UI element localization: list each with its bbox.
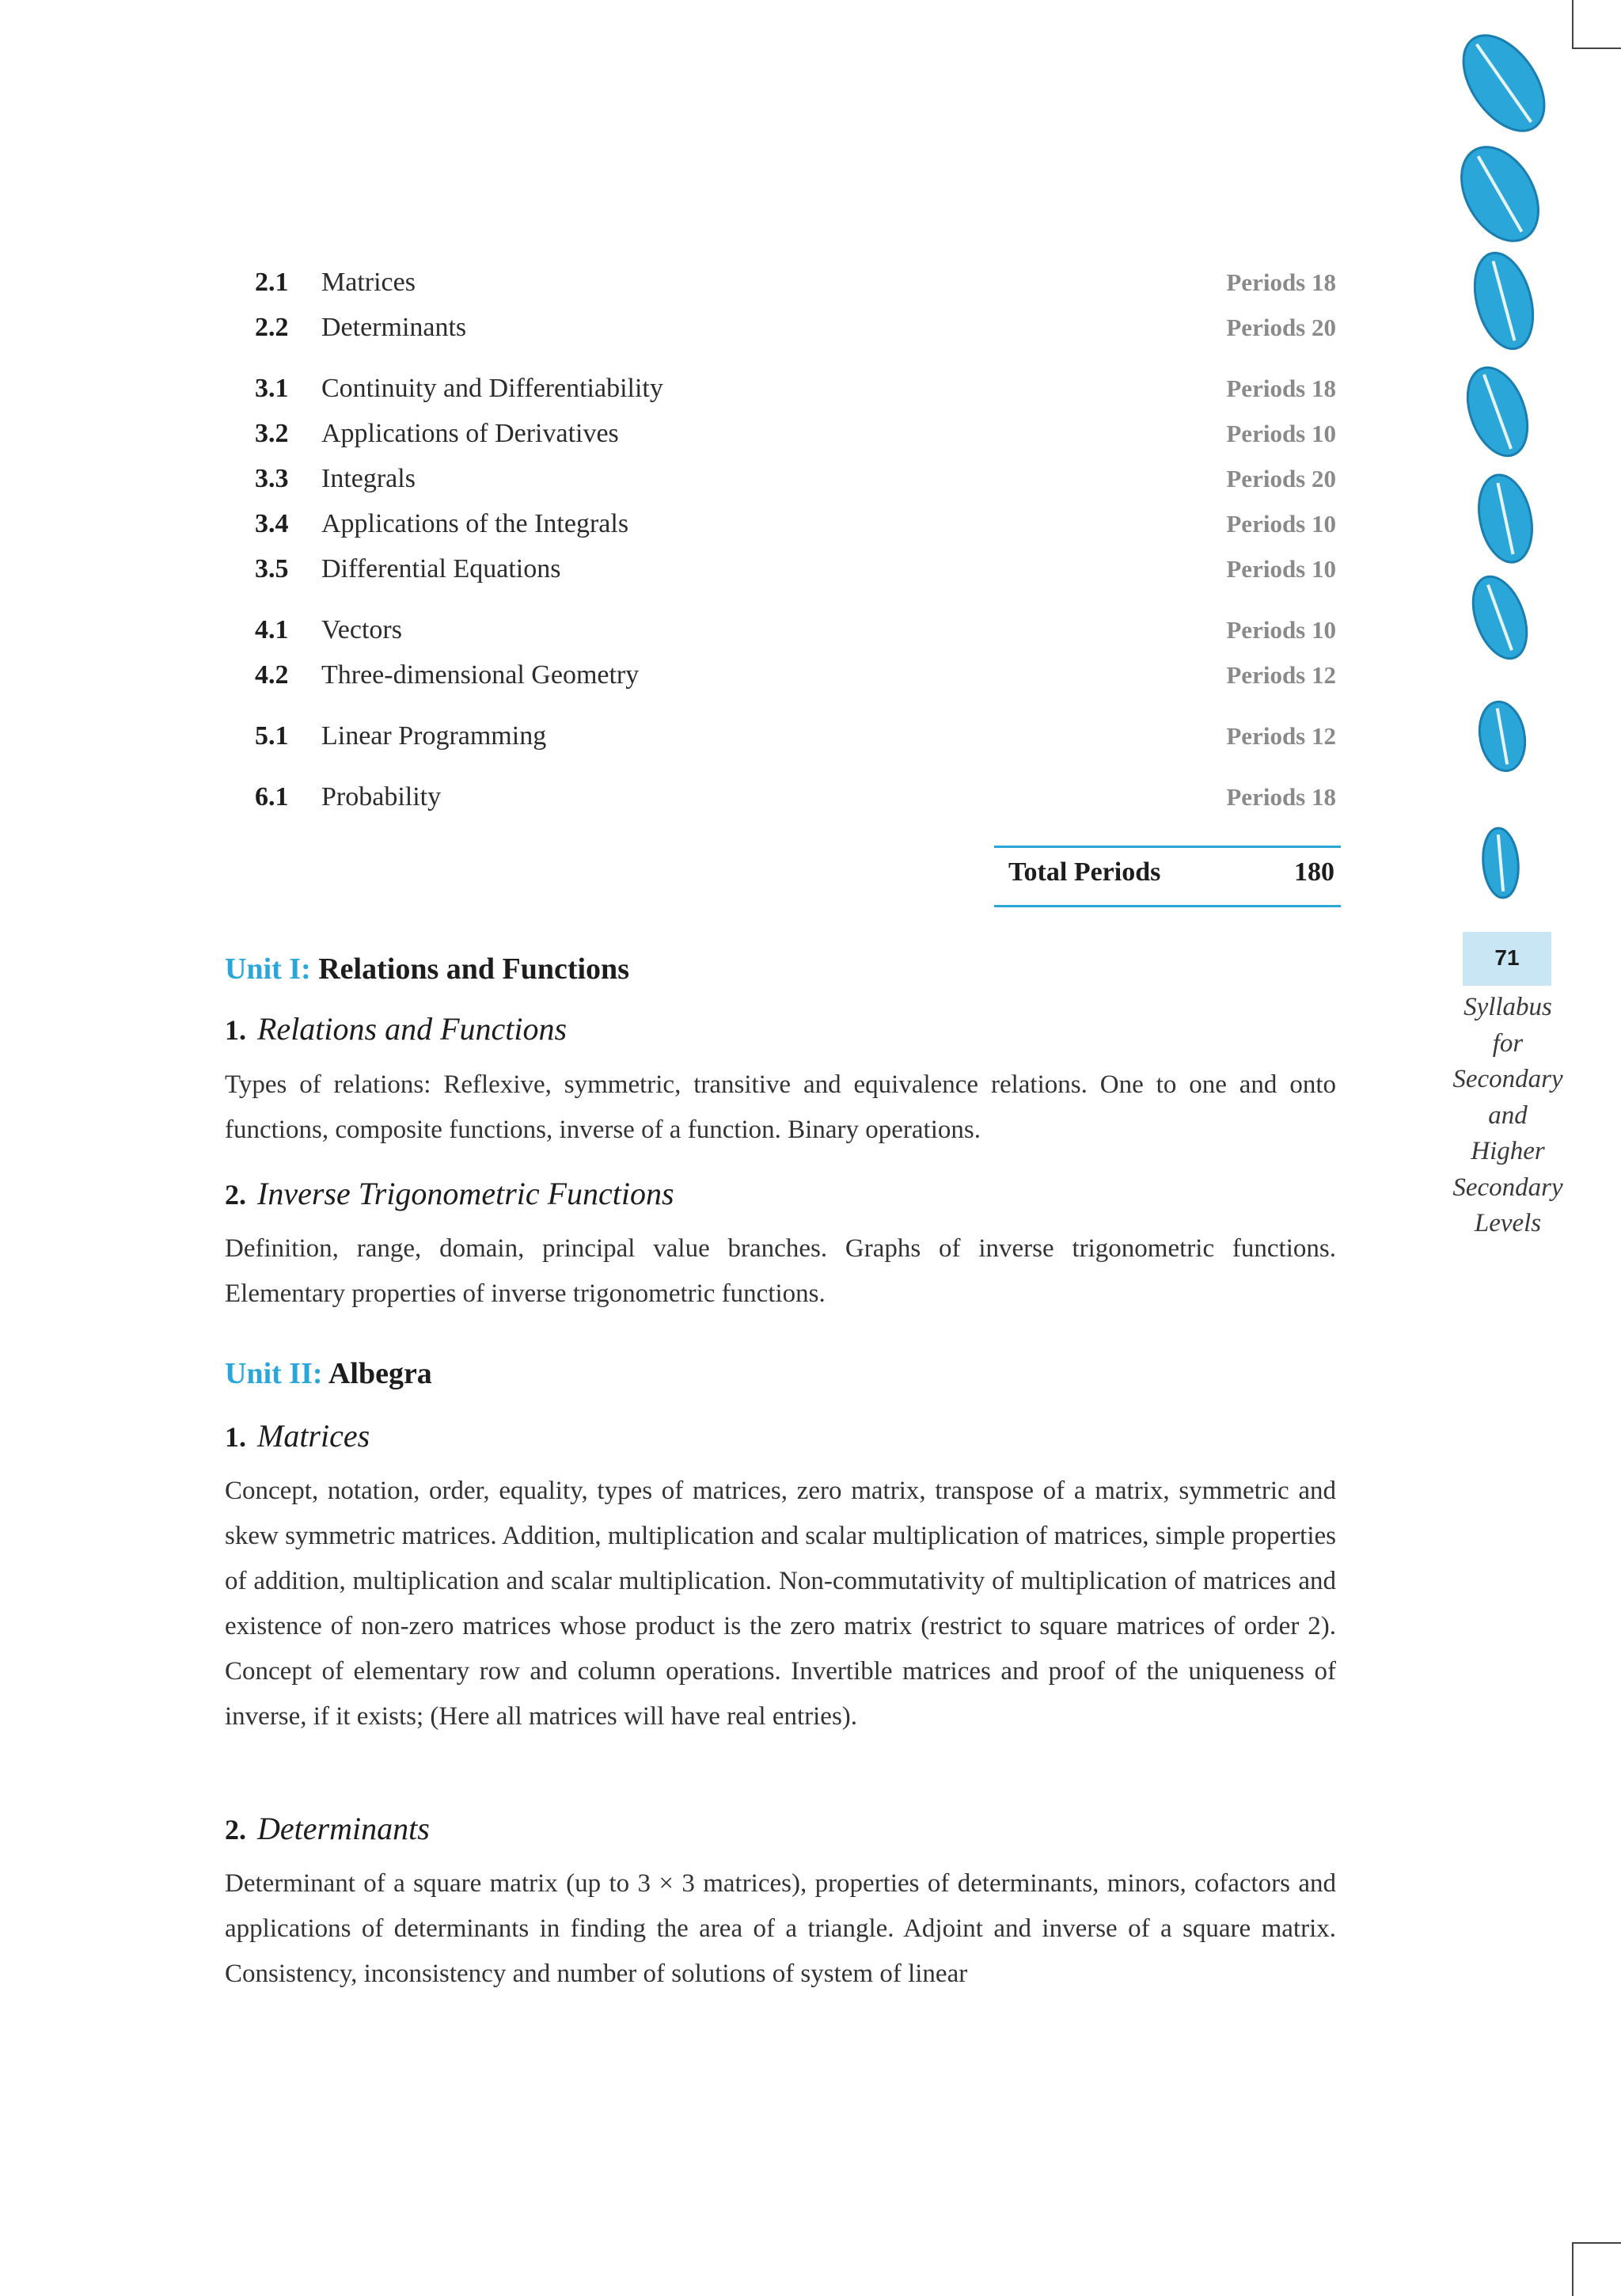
topic-number: 3.4 bbox=[255, 509, 289, 538]
topic-periods: Periods 20 bbox=[1226, 314, 1336, 341]
topic-number: 3.2 bbox=[255, 419, 289, 448]
section-text: Types of relations: Reflexive, symmetric, transitive and equivalence relations. One to one and onto functions, composite functions, inverse of a function. Binary operations. bbox=[225, 1070, 1336, 1144]
topic-periods: Periods 18 bbox=[1226, 783, 1336, 811]
leaf-icon bbox=[1480, 827, 1521, 899]
topic-name: Continuity and Differentiability bbox=[321, 374, 663, 403]
topic-number: 3.3 bbox=[255, 464, 289, 493]
crop-mark-bottom bbox=[1572, 2242, 1621, 2296]
section-text: Definition, range, domain, principal value branches. Graphs of inverse trigonometric functions. Elementary properties of inverse trigonometric functions. bbox=[225, 1234, 1336, 1308]
unit-heading bbox=[225, 1356, 432, 1391]
leaf-icon bbox=[1465, 246, 1543, 355]
period-row bbox=[255, 505, 1336, 543]
section-title: Inverse Trigonometric Functions bbox=[257, 1176, 674, 1211]
period-row bbox=[255, 264, 1336, 302]
leaf-icon bbox=[1475, 698, 1530, 774]
total-periods-value: 180 bbox=[1294, 857, 1334, 887]
period-row bbox=[255, 611, 1336, 649]
section-heading bbox=[225, 1175, 674, 1212]
section-number: 1. bbox=[225, 1421, 246, 1453]
topic-name: Probability bbox=[321, 782, 442, 812]
topic-periods: Periods 18 bbox=[1226, 374, 1336, 402]
side-caption-line: Levels bbox=[1474, 1209, 1542, 1237]
crop-mark-top bbox=[1572, 0, 1621, 49]
unit-prefix: Unit II: bbox=[225, 1357, 323, 1390]
topic-name: Three-dimensional Geometry bbox=[321, 660, 640, 690]
leaf-icon bbox=[1446, 134, 1555, 255]
topic-number: 2.1 bbox=[255, 268, 289, 297]
section-title: Relations and Functions bbox=[257, 1011, 568, 1047]
topic-periods: Periods 20 bbox=[1226, 465, 1336, 492]
total-periods-box bbox=[994, 846, 1341, 907]
unit-title: Albegra bbox=[328, 1357, 432, 1390]
section-text: Determinant of a square matrix (up to 3 × 3 matrices), properties of determinants, minors, cofactors and applications of determinants in finding the area of a triangle. Adjoint and inverse of a square matrix. Consistency, inconsistency and number of solutions of system of linear bbox=[225, 1869, 1336, 1988]
side-caption-line: Secondary bbox=[1452, 1065, 1563, 1093]
side-caption-line: Secondary bbox=[1452, 1173, 1563, 1202]
leaf-icon bbox=[1471, 470, 1539, 568]
topic-number: 3.1 bbox=[255, 374, 289, 403]
section-number: 2. bbox=[225, 1814, 246, 1846]
section-title: Determinants bbox=[257, 1811, 430, 1846]
topic-periods: Periods 12 bbox=[1226, 661, 1336, 689]
period-row bbox=[255, 656, 1336, 694]
leaf-icon bbox=[1447, 24, 1561, 146]
section-heading bbox=[225, 1417, 370, 1454]
leaf-icon bbox=[1463, 569, 1536, 666]
topic-periods: Periods 18 bbox=[1226, 268, 1336, 296]
topic-periods: Periods 10 bbox=[1226, 510, 1336, 538]
section-heading bbox=[225, 1010, 567, 1047]
section-text: Concept, notation, order, equality, types of matrices, zero matrix, transpose of a matrix, symmetric and skew symmetric matrices. Addition, multiplication and scalar multiplication of matrices, simple properties of addition, multiplication and scalar multiplication. Non-commutativity of multiplication of matrices and existence of non-zero matrices whose product is the zero matrix (restrict to square matrices of order 2). Concept of elementary row and column operations. Invertible matrices and proof of the uniqueness of inverse, if it exists; (Here all matrices will have real entries). bbox=[225, 1477, 1336, 1731]
period-row bbox=[255, 717, 1336, 755]
section-number: 1. bbox=[225, 1014, 246, 1046]
topic-periods: Periods 12 bbox=[1226, 722, 1336, 750]
period-row bbox=[255, 460, 1336, 498]
side-caption-line: Higher bbox=[1471, 1137, 1545, 1165]
leaf-icon bbox=[1456, 359, 1539, 464]
topic-number: 2.2 bbox=[255, 313, 289, 342]
topic-name: Matrices bbox=[321, 268, 416, 297]
topic-number: 6.1 bbox=[255, 782, 289, 812]
section-heading bbox=[225, 1810, 430, 1847]
topic-name: Applications of the Integrals bbox=[321, 509, 629, 538]
period-row bbox=[255, 550, 1336, 588]
period-row bbox=[255, 309, 1336, 347]
leaf-decoration bbox=[1433, 24, 1575, 903]
period-row bbox=[255, 415, 1336, 453]
topic-periods: Periods 10 bbox=[1226, 420, 1336, 447]
side-caption-line: Syllabus bbox=[1463, 993, 1552, 1021]
topic-periods: Periods 10 bbox=[1226, 616, 1336, 644]
topic-number: 4.2 bbox=[255, 660, 289, 690]
topic-name: Integrals bbox=[321, 464, 416, 493]
unit-prefix: Unit I: bbox=[225, 952, 311, 986]
topic-name: Differential Equations bbox=[321, 554, 561, 584]
topic-periods: Periods 10 bbox=[1226, 555, 1336, 583]
side-caption-line: for bbox=[1492, 1028, 1524, 1058]
unit-title: Relations and Functions bbox=[318, 952, 629, 986]
topic-number: 5.1 bbox=[255, 721, 289, 751]
unit-heading bbox=[225, 952, 629, 986]
topic-number: 4.1 bbox=[255, 615, 289, 644]
side-caption-line: and bbox=[1488, 1100, 1528, 1130]
period-row bbox=[255, 370, 1336, 408]
period-row bbox=[255, 778, 1336, 816]
topic-number: 3.5 bbox=[255, 554, 289, 584]
section-title: Matrices bbox=[257, 1418, 370, 1454]
topic-name: Applications of Derivatives bbox=[321, 419, 619, 448]
page-number: 71 bbox=[1463, 932, 1551, 986]
topic-name: Vectors bbox=[321, 615, 402, 644]
section-number: 2. bbox=[225, 1179, 246, 1211]
side-caption bbox=[1445, 990, 1570, 1242]
topic-name: Linear Programming bbox=[321, 721, 547, 751]
total-periods-label: Total Periods bbox=[1008, 857, 1161, 887]
topic-name: Determinants bbox=[321, 313, 467, 342]
